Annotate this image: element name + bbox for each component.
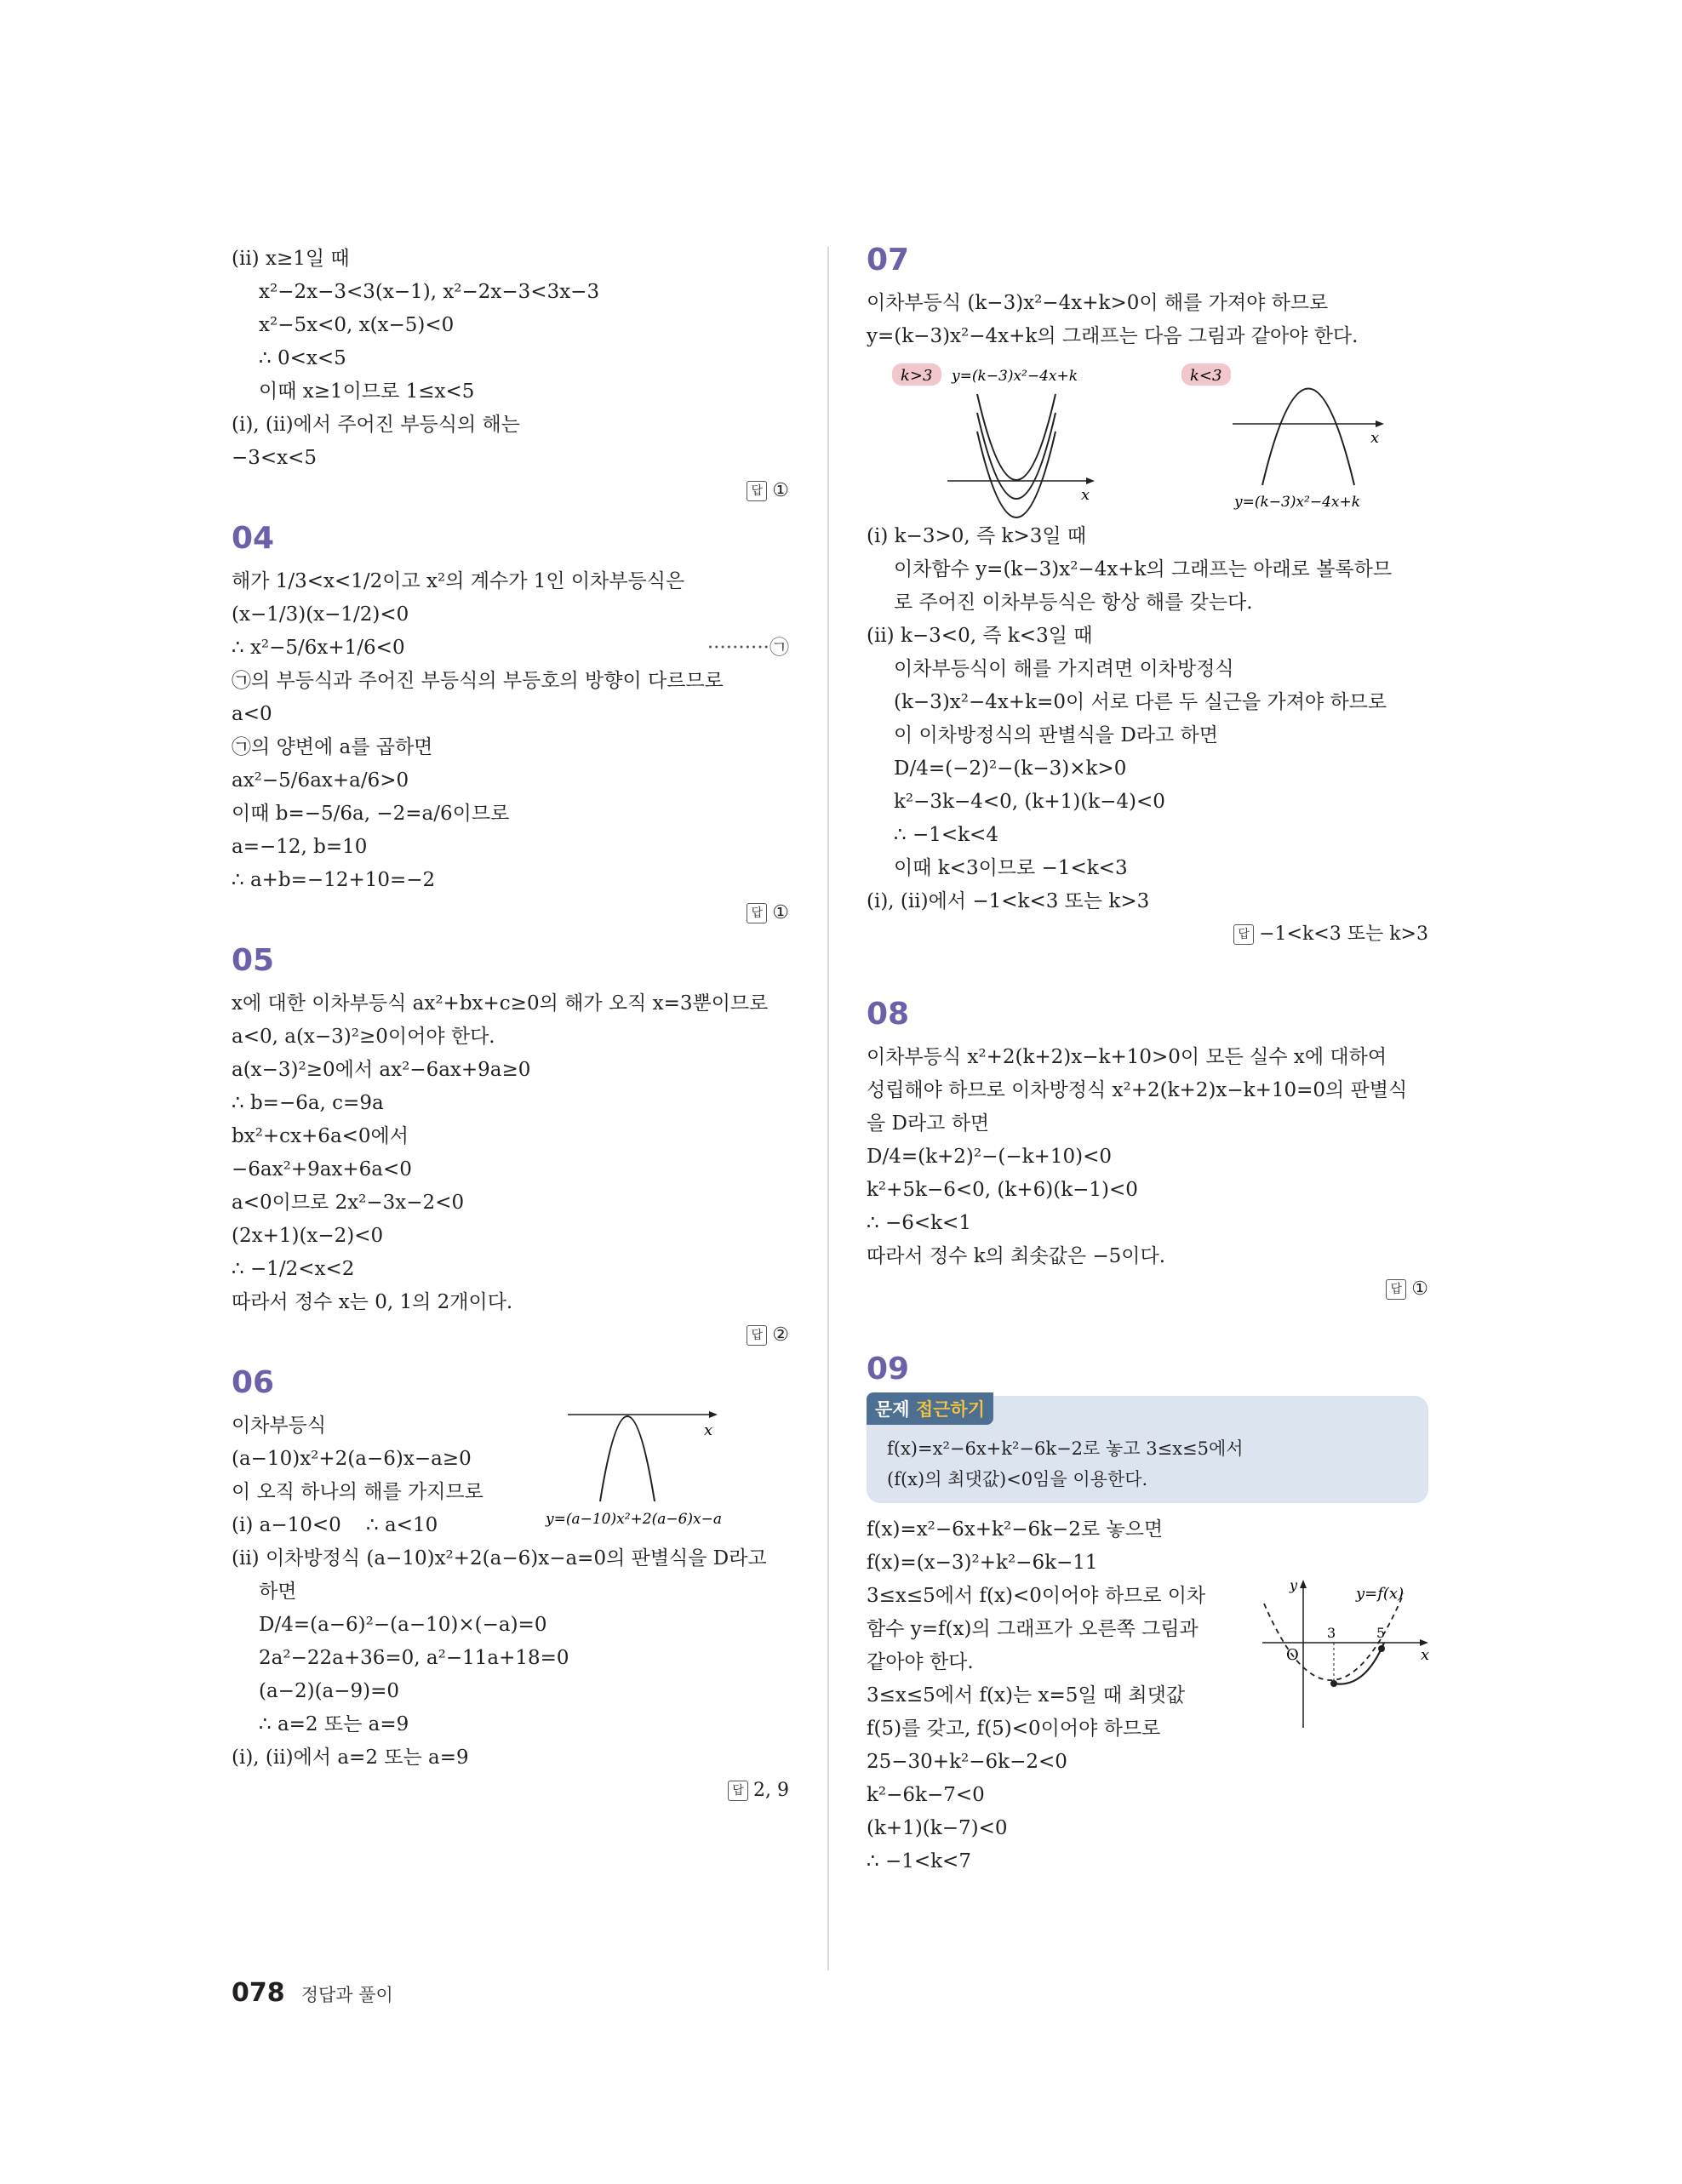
line: 이차부등식 x²+2(k+2)x−k+10>0이 모든 실수 x에 대하여 <box>867 1046 1387 1068</box>
line: (i) k−3>0, 즉 k>3일 때 <box>867 525 1087 547</box>
line: (ii) 이차방정식 (a−10)x²+2(a−6)x−a=0의 판별식을 D라고 <box>232 1547 767 1569</box>
line: f(x)=(x−3)²+k²−6k−11 <box>867 1552 1098 1574</box>
line: 하면 <box>259 1581 297 1603</box>
section-07 <box>867 287 1428 949</box>
line: a<0, a(x−3)²≥0이어야 한다. <box>232 1026 495 1048</box>
line: (2x+1)(x−2)<0 <box>232 1225 384 1247</box>
line: 해가 1/3<x<1/2이고 x²의 계수가 1인 이차부등식은 <box>232 570 685 592</box>
line: f(x)=x²−6x+k²−6k−2로 놓고 3≤x≤5에서 <box>887 1438 1244 1459</box>
right-column <box>867 243 1428 1878</box>
axis-label: x <box>704 1421 713 1439</box>
line: (i) a−10<0 ∴ a<10 <box>232 1514 438 1536</box>
line: a<0 <box>232 703 272 725</box>
answer: 답 ① <box>232 477 789 506</box>
line: 이 이차방정식의 판별식을 D라고 하면 <box>894 724 1218 746</box>
line: (i), (ii)에서 a=2 또는 a=9 <box>232 1747 469 1769</box>
line: 이때 x≥1이므로 1≤x<5 <box>259 380 475 403</box>
line: ∴ −1<k<7 <box>867 1850 971 1872</box>
answer-icon: 답 <box>747 1325 767 1346</box>
answer-icon: 답 <box>1233 924 1254 945</box>
answer-icon: 답 <box>747 481 767 501</box>
line: ∴ b=−6a, c=9a <box>232 1092 384 1114</box>
x-axis-arrow <box>1376 420 1384 427</box>
answer: 답 ① <box>232 899 789 928</box>
answer: 답 −1<k<3 또는 k>3 <box>867 920 1428 949</box>
line: ∴ 0<x<5 <box>259 347 346 369</box>
line: ∴ a=2 또는 a=9 <box>259 1713 409 1735</box>
origin-label: O <box>1286 1646 1299 1664</box>
line: x²−2x−3<3(x−1), x²−2x−3<3x−3 <box>259 281 600 303</box>
answer-icon: 답 <box>728 1781 748 1801</box>
spacer <box>867 949 1428 981</box>
line: ∴ −6<k<1 <box>867 1212 971 1234</box>
column-divider <box>827 247 829 1970</box>
line: f(x)=x²−6x+k²−6k−2로 놓으면 <box>867 1518 1164 1541</box>
page-number: 078 <box>232 1978 285 2008</box>
answer-icon: 답 <box>1386 1279 1406 1300</box>
x-axis-arrow <box>1086 477 1095 484</box>
section-08 <box>867 1041 1428 1304</box>
line: 성립해야 하므로 이차방정식 x²+2(k+2)x−k+10=0의 판별식 <box>867 1079 1408 1101</box>
curve-label: y=(k−3)x²−4x+k <box>1234 494 1361 511</box>
line: k²+5k−6<0, (k+6)(k−1)<0 <box>867 1179 1138 1201</box>
line: (f(x)의 최댓값)<0임을 이용한다. <box>887 1469 1148 1489</box>
answer: 답 2, 9 <box>232 1776 789 1805</box>
line: (a−10)x²+2(a−6)x−a≥0 <box>232 1448 472 1470</box>
y-axis-arrow <box>1300 1580 1307 1588</box>
parabola-curve-3 <box>977 432 1056 517</box>
vertex-point <box>1330 1680 1337 1687</box>
x-axis-arrow <box>709 1411 718 1418</box>
section-title-06: 06 <box>232 1365 275 1400</box>
x-axis-arrow <box>1420 1639 1428 1646</box>
line: 이차부등식이 해를 가지려면 이차방정식 <box>894 658 1234 680</box>
section-title-08: 08 <box>867 997 910 1032</box>
answer: 답 ① <box>867 1275 1428 1304</box>
equation-mark: ··········㉠ <box>707 637 789 659</box>
line: D/4=(k+2)²−(−k+10)<0 <box>867 1146 1112 1168</box>
line: ∴ x²−5/6x+1/6<0 <box>232 637 405 659</box>
approach-tag: 문제 접근하기 <box>867 1392 993 1425</box>
axis-label: x <box>1081 486 1090 504</box>
parabola-curve-1 <box>977 394 1056 480</box>
tag-k-lt-3: k<3 <box>1190 367 1222 385</box>
curve-label: y=(a−10)x²+2(a−6)x−a <box>546 1511 723 1528</box>
parabola-curve-4 <box>1262 389 1354 486</box>
continued-solution <box>232 243 789 506</box>
function-label: y=f(x) <box>1356 1585 1405 1603</box>
line: ㉠의 양변에 a를 곱하면 <box>232 736 433 758</box>
footer-label: 정답과 풀이 <box>300 1985 393 2005</box>
line: ∴ a+b=−12+10=−2 <box>232 869 436 891</box>
tag-k-gt-3: k>3 <box>901 367 933 385</box>
line: 같아야 한다. <box>867 1651 974 1673</box>
page-footer <box>232 1978 393 2008</box>
line: (k+1)(k−7)<0 <box>867 1817 1008 1839</box>
line: 이 오직 하나의 해를 가지므로 <box>232 1481 483 1503</box>
function-graph-09 <box>1254 1578 1433 1731</box>
line: (k−3)x²−4x+k=0이 서로 다른 두 실근을 가져야 하므로 <box>894 691 1387 713</box>
parabola-graph-06 <box>546 1406 789 1528</box>
line: 함수 y=f(x)의 그래프가 오른쪽 그림과 <box>867 1618 1199 1640</box>
parabola-curve <box>600 1416 655 1501</box>
line: 이때 k<3이므로 −1<k<3 <box>894 857 1128 879</box>
section-04 <box>232 565 789 928</box>
line: 3≤x≤5에서 f(x)<0이어야 하므로 이차 <box>867 1585 1206 1607</box>
line: 따라서 정수 x는 0, 1의 2개이다. <box>232 1291 513 1313</box>
line: 이때 b=−5/6a, −2=a/6이므로 <box>232 803 510 825</box>
curve-label: y=(k−3)x²−4x+k <box>952 368 1078 385</box>
section-09 <box>867 1396 1428 1878</box>
line: x²−5x<0, x(x−5)<0 <box>259 314 455 336</box>
x-axis-label: x <box>1421 1646 1430 1664</box>
answer-icon: 답 <box>747 903 767 923</box>
line: 25−30+k²−6k−2<0 <box>867 1751 1067 1773</box>
line: 을 D라고 하면 <box>867 1112 990 1135</box>
line: 따라서 정수 k의 최솟값은 −5이다. <box>867 1245 1166 1267</box>
line: 로 주어진 이차부등식은 항상 해를 갖는다. <box>894 592 1253 614</box>
line: ∴ −1<k<4 <box>894 824 998 846</box>
parabola-figures <box>867 353 1428 520</box>
line: D/4=(−2)²−(k−3)×k>0 <box>894 758 1127 780</box>
line: ㉠의 부등식과 주어진 부등식의 부등호의 방향이 다르므로 <box>232 670 724 692</box>
line: bx²+cx+6a<0에서 <box>232 1125 409 1147</box>
parabola-curve-2 <box>977 413 1056 499</box>
line: x에 대한 이차부등식 ax²+bx+c≥0의 해가 오직 x=3뿐이므로 <box>232 992 769 1015</box>
section-05 <box>232 987 789 1350</box>
y-axis-label: y <box>1290 1577 1298 1593</box>
left-column <box>232 243 789 1805</box>
line: (i), (ii)에서 −1<k<3 또는 k>3 <box>867 890 1150 912</box>
section-06 <box>232 1409 789 1805</box>
line: a<0이므로 2x²−3x−2<0 <box>232 1192 465 1214</box>
line: y=(k−3)x²−4x+k의 그래프는 다음 그림과 같아야 한다. <box>867 325 1359 347</box>
section-09-body <box>867 1513 1428 1878</box>
tick-5: 5 <box>1376 1625 1386 1641</box>
approach-box <box>867 1396 1428 1503</box>
section-title-05: 05 <box>232 943 275 978</box>
line: −6ax²+9ax+6a<0 <box>232 1158 412 1181</box>
line: 이차함수 y=(k−3)x²−4x+k의 그래프는 아래로 볼록하므 <box>894 558 1393 580</box>
spacer <box>867 1304 1428 1336</box>
line: a=−12, b=10 <box>232 836 368 858</box>
tick-3: 3 <box>1327 1625 1336 1641</box>
line: −3<x<5 <box>232 447 318 469</box>
section-title-04: 04 <box>232 521 275 556</box>
answer: 답 ② <box>232 1321 789 1350</box>
line: 3≤x≤5에서 f(x)는 x=5일 때 최댓값 <box>867 1684 1186 1707</box>
line: (x−1/3)(x−1/2)<0 <box>232 603 409 626</box>
line: (a−2)(a−9)=0 <box>259 1680 400 1702</box>
line: (ii) k−3<0, 즉 k<3일 때 <box>867 625 1093 647</box>
line: 2a²−22a+36=0, a²−11a+18=0 <box>259 1647 569 1669</box>
line-with-mark <box>232 632 789 665</box>
line: 이차부등식 <box>232 1415 327 1437</box>
graphs-07 <box>867 353 1428 520</box>
line: 이차부등식 (k−3)x²−4x+k>0이 해를 가져야 하므로 <box>867 292 1329 314</box>
line: f(5)를 갖고, f(5)<0이어야 하므로 <box>867 1718 1161 1740</box>
line: a(x−3)²≥0에서 ax²−6ax+9a≥0 <box>232 1059 531 1081</box>
max-point <box>1378 1645 1385 1652</box>
line: (ii) x≥1일 때 <box>232 248 350 270</box>
line: D/4=(a−6)²−(a−10)×(−a)=0 <box>259 1614 547 1636</box>
line: k²−6k−7<0 <box>867 1784 985 1806</box>
line: ∴ −1/2<x<2 <box>232 1258 355 1280</box>
line: ax²−5/6ax+a/6>0 <box>232 769 409 792</box>
section-title-09: 09 <box>867 1352 910 1386</box>
line: k²−3k−4<0, (k+1)(k−4)<0 <box>894 791 1165 813</box>
section-title-07: 07 <box>867 243 910 277</box>
axis-label: x <box>1370 429 1380 447</box>
line: (i), (ii)에서 주어진 부등식의 해는 <box>232 414 520 436</box>
